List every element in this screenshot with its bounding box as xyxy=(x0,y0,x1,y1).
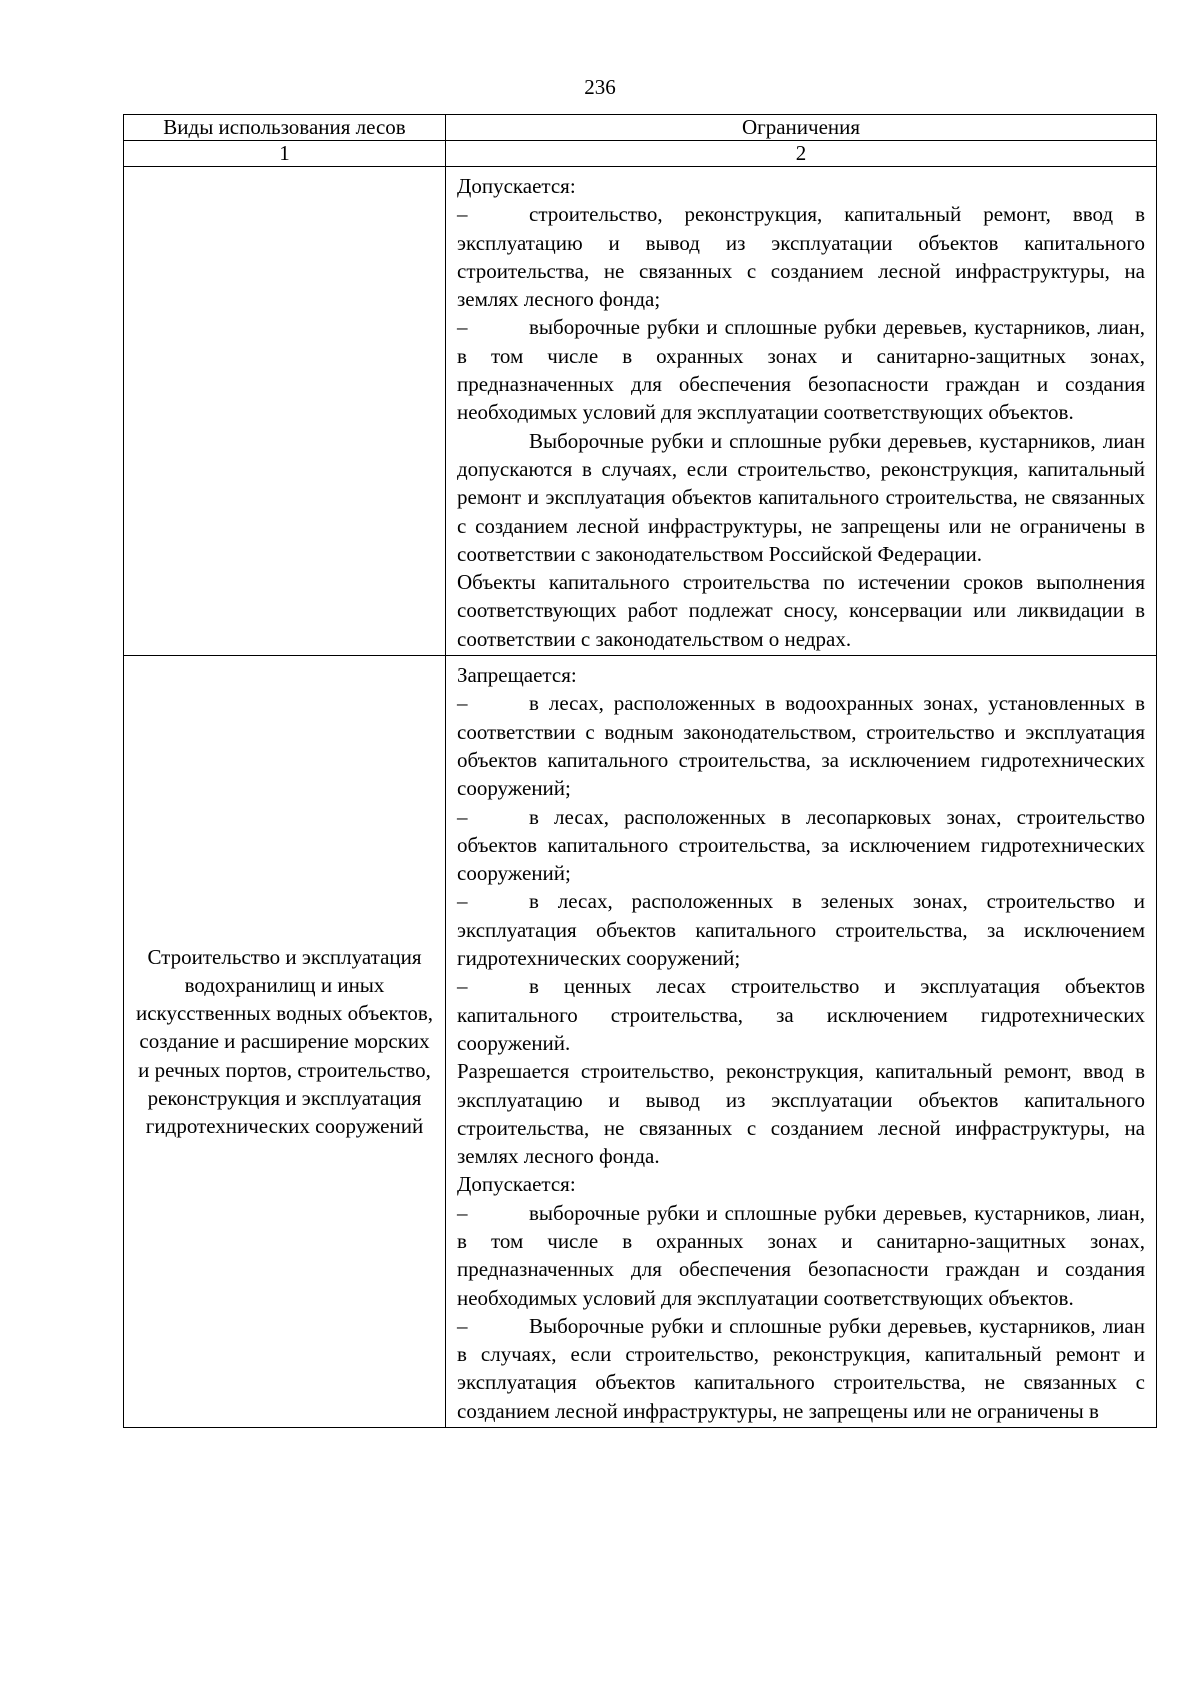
dash-bullet: – xyxy=(457,889,468,914)
section-label: Допускается: xyxy=(457,1172,576,1197)
table-header-row xyxy=(124,115,1157,141)
dash-bullet: – xyxy=(457,1313,468,1338)
restriction-paragraph: Разрешается строительство, реконструкция, капитальный ремонт, ввод в эксплуатацию и вывод из эксплуатации объектов капитального строительства, не связанных с созданием лесной инфраструктуры, на землях лесного фонда. xyxy=(457,1059,1145,1169)
paragraph-text: выборочные рубки и сплошные рубки деревьев, кустарников, лиан, в том числе в охранных зонах и санитарно-защитных зонах, предназначенных для обеспечения безопасности граждан и создания необходимых условий для эксплуатации соответствующих объектов. xyxy=(457,1200,1145,1310)
restriction-paragraph xyxy=(457,313,1145,426)
paragraph-text: выборочные рубки и сплошные рубки деревьев, кустарников, лиан, в том числе в охранных зонах и санитарно-защитных зонах, предназначенных для обеспечения безопасности граждан и создания необходимых условий для эксплуатации соответствующих объектов. xyxy=(457,315,1145,425)
restriction-paragraph xyxy=(457,887,1145,972)
paragraph-text: в лесах, расположенных в зеленых зонах, строительство и эксплуатация объектов капитального строительства, за исключением гидротехнических сооружений; xyxy=(457,889,1145,971)
dash-bullet: – xyxy=(457,315,468,340)
dash-bullet: – xyxy=(457,691,468,716)
column-header-restrictions: Ограничения xyxy=(446,115,1157,141)
restriction-paragraph: Объекты капитального строительства по истечении сроков выполнения соответствующих работ подлежат сносу, консервации или ликвидации в соответствии с законодательством о недрах. xyxy=(457,570,1145,651)
restriction-paragraph xyxy=(457,689,1145,802)
dash-bullet: – xyxy=(457,202,468,227)
restriction-paragraph xyxy=(457,200,1145,313)
table-row xyxy=(124,167,1157,656)
restrictions-cell xyxy=(446,656,1157,1428)
restriction-paragraph xyxy=(457,803,1145,888)
paragraph-text: строительство, реконструкция, капитальный ремонт, ввод в эксплуатацию и вывод из эксплуатации объектов капитального строительства, не связанных с созданием лесной инфраструктуры, на землях лесного фонда; xyxy=(457,202,1145,312)
usage-type-cell xyxy=(124,167,446,656)
restriction-paragraph xyxy=(457,1312,1145,1425)
dash-bullet: – xyxy=(457,1200,468,1225)
restriction-paragraph xyxy=(457,972,1145,1057)
paragraph-text: в лесах, расположенных в лесопарковых зонах, строительство объектов капитального строительства, за исключением гидротехнических сооружений; xyxy=(457,804,1145,886)
dash-bullet: – xyxy=(457,804,468,829)
column-number-1: 1 xyxy=(124,141,446,167)
restrictions-table xyxy=(123,114,1157,1428)
table-row xyxy=(124,656,1157,1428)
column-header-usage-types: Виды использования лесов xyxy=(124,115,446,141)
restriction-paragraph xyxy=(457,1199,1145,1312)
table-number-row xyxy=(124,141,1157,167)
usage-type-cell: Строительство и эксплуатация водохранилищ и иных искусственных водных объектов, создание и расширение морских и речных портов, строительство, реконструкция и эксплуатация гидротехнических сооружений xyxy=(124,656,446,1428)
column-number-2: 2 xyxy=(446,141,1157,167)
section-label: Запрещается: xyxy=(457,663,577,688)
page-number: 236 xyxy=(584,75,616,99)
restrictions-cell xyxy=(446,167,1157,656)
dash-bullet: – xyxy=(457,974,468,999)
section-label: Допускается: xyxy=(457,174,576,198)
restriction-paragraph: Выборочные рубки и сплошные рубки деревьев, кустарников, лиан допускаются в случаях, если строительство, реконструкция, капитальный ремонт и эксплуатация объектов капитального строительства, не связанных с созданием лесной инфраструктуры, не запрещены или не ограничены в соответствии с законодательством Российской Федерации. xyxy=(457,428,1145,566)
paragraph-text: в ценных лесах строительство и эксплуатация объектов капитального строительства, за исключением гидротехнических сооружений. xyxy=(457,974,1145,1055)
paragraph-text: в лесах, расположенных в водоохранных зонах, установленных в соответствии с водным законодательством, строительство и эксплуатация объектов капитального строительства, за исключением гидротехнических сооружений; xyxy=(457,691,1145,801)
paragraph-text: Выборочные рубки и сплошные рубки деревьев, кустарников, лиан в случаях, если строительство, реконструкция, капитальный ремонт и эксплуатация объектов капитального строительства, не связанных с созданием лесной инфраструктуры, не запрещены или не ограничены в xyxy=(457,1313,1145,1423)
